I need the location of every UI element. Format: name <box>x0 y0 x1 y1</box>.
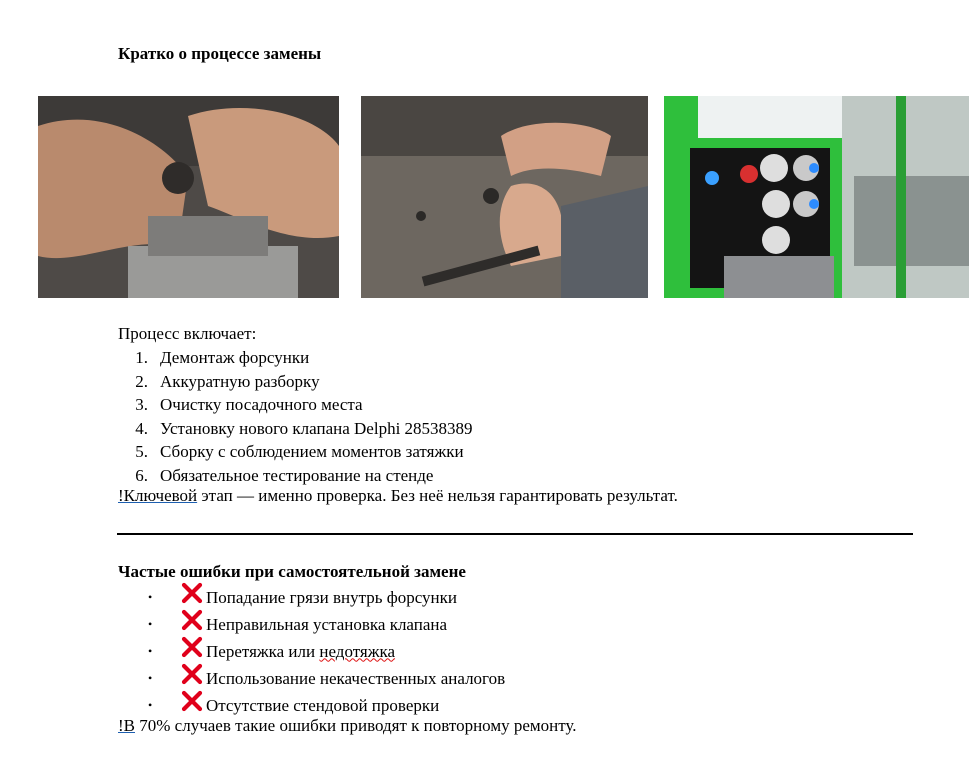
key-note-text: этап — именно проверка. Без неё нельзя гарантировать результат. <box>197 486 678 505</box>
key-note <box>118 486 678 506</box>
bullet: • <box>148 590 153 604</box>
list-item <box>118 393 473 417</box>
list-item <box>118 370 473 394</box>
list-number: 6. <box>135 465 148 485</box>
cross-icon <box>180 663 204 685</box>
list-item-text: Обязательное тестирование на стенде <box>160 465 434 485</box>
list-item <box>118 346 473 370</box>
list-number: 2. <box>135 371 148 391</box>
cross-icon <box>180 636 204 658</box>
list-number: 4. <box>135 418 148 438</box>
list-item-text: Установку нового клапана Delphi 28538389 <box>160 418 473 438</box>
hands-holding-injector-parts-photo <box>361 96 648 298</box>
list-item <box>118 692 505 719</box>
statistic-note <box>118 716 577 736</box>
list-item-text: Использование некачественных аналогов <box>206 668 506 688</box>
bullet: • <box>148 644 153 658</box>
list-item <box>118 611 505 638</box>
list-item <box>118 417 473 441</box>
key-note-link[interactable]: !Ключевой <box>118 486 198 505</box>
misspelled-word[interactable]: недотяжка <box>319 641 396 661</box>
list-item-text <box>206 642 395 662</box>
list-item-text: Демонтаж форсунки <box>160 348 310 367</box>
statistic-link[interactable]: !В <box>118 716 135 735</box>
statistic-text: 70% случаев такие ошибки приводят к повторному ремонту. <box>135 716 577 735</box>
errors-list <box>118 584 505 719</box>
list-number: 5. <box>135 442 148 461</box>
list-number: 3. <box>135 395 148 414</box>
process-steps-list <box>118 346 473 487</box>
list-item-text: Неправильная установка клапана <box>206 614 448 634</box>
section-title: Кратко о процессе замены <box>118 44 322 63</box>
hands-assembling-injector-photo <box>38 96 339 298</box>
list-item-text: Аккуратную разборку <box>160 371 320 391</box>
bullet: • <box>148 617 153 631</box>
cross-icon <box>180 582 204 604</box>
list-item-text-part: Перетяжка или <box>206 641 320 661</box>
errors-heading: Частые ошибки при самостоятельной замене <box>118 562 466 581</box>
horizontal-divider <box>117 533 913 535</box>
list-item <box>118 665 505 692</box>
cross-icon <box>180 609 204 631</box>
bullet: • <box>148 698 153 712</box>
list-item-text: Попадание грязи внутрь форсунки <box>206 587 458 607</box>
process-intro: Процесс включает: <box>118 324 257 343</box>
list-number: 1. <box>135 348 148 367</box>
cross-icon <box>180 690 204 712</box>
list-item <box>118 464 473 488</box>
list-item-text: Сборку с соблюдением моментов затяжки <box>160 442 464 461</box>
list-item-text: Очистку посадочного места <box>160 395 363 414</box>
list-item <box>118 638 505 665</box>
injector-test-bench-photo <box>664 96 969 298</box>
list-item <box>118 584 505 611</box>
list-item <box>118 440 473 464</box>
bullet: • <box>148 671 153 685</box>
list-item-text: Отсутствие стендовой проверки <box>206 695 440 715</box>
